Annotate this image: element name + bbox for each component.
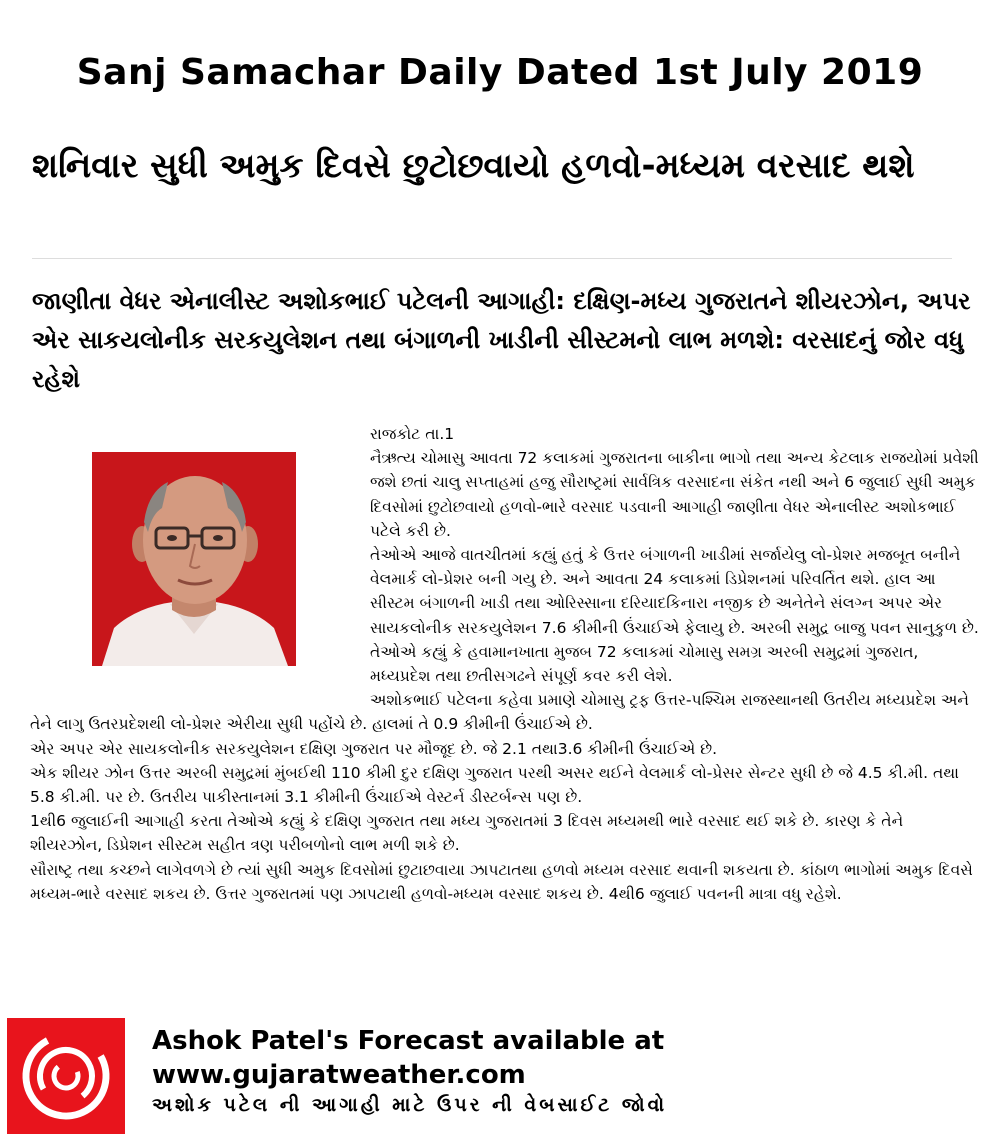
article-paragraph: 1થી6 જુલાઈની આગાહી કરતા તેઓએ કહ્યું કે દક્ષિણ ગુજરાત તથા મધ્ય ગુજરાતમાં 3 દિવસ મધ્યમથી ભારે વરસાદ થઈ શકે છે. કારણ કે તેને શીયરઝોન, ડિપ્રેશન સીસ્ટમ સહીત ત્રણ પરીબળોનો લાભ મળી શકે છે. <box>30 812 904 855</box>
article-paragraph: નૈઋત્ય ચોમાસુ આવતા 72 કલાકમાં ગુજરાતના બાકીના ભાગો તથા અન્ય કેટલાક રાજયોમાં પ્રવેશી જશે છતાં ચાલુ સપ્તાહમાં હજુ સૌરાષ્ટ્રમાં સાર્વત્રિક વરસાદના સંકેત નથી અને 6 જુલાઈ સુધી અમુક દિવસોમાં છુટોછવાયો હળવો-ભારે વરસાદ પડવાની આગાહી જાણીતા વેધર એનાલીસ્ટ અશોકભાઈ પટેલે કરી છે. <box>370 449 979 540</box>
headline: શનિવાર સુધી અમુક દિવસે છુટોછવાયો હળવો-મધ્યમ વરસાદ થશે <box>32 146 915 186</box>
article-paragraph: તેઓએ કહ્યું કે હવામાનખાતા મુજબ 72 કલાકમાં ચોમાસુ સમગ્ર અરબી સમુદ્રમાં ગુજરાત, મધ્યપ્રદેશ તથા છતીસગઢને સંપૂર્ણ કવર કરી લેશે. <box>370 642 919 686</box>
article-paragraph: સૌરાષ્ટ્ર તથા કચ્છને લાગેવળગે છે ત્યાં સુધી અમુક દિવસોમાં છુટાછવાયા ઝાપટાતથા હળવો મધ્યમ વરસાદ થવાની શકયતા છે. કાંઠાળ ભાગોમાં અમુક દિવસે મધ્યમ-ભારે વરસાદ શકય છે. ઉત્તર ગુજરાતમાં પણ ઝાપટાથી હળવો-મધ્યમ વરસાદ શકય છે. 4થી6 જુલાઈ પવનની માત્રા વધુ રહેશે. <box>30 860 973 903</box>
logo-graphic <box>7 1018 125 1134</box>
divider <box>32 258 952 259</box>
article-paragraph: અશોકભાઈ પટેલના કહેવા પ્રમાણે ચોમાસુ ટ્રફ ઉત્તર-પશ્ચિમ રાજસ્થાનથી ઉતરીય મધ્યપ્રદેશ અને તેને લાગુ ઉતરપ્રદેશથી લો-પ્રેશર એરીયા સુધી પહોંચે છે. હાલમાં તે 0.9 કીમીની ઉંચાઈએ છે. <box>30 691 969 734</box>
footer-forecast-text: Ashok Patel's Forecast available at <box>152 1026 665 1056</box>
dateline: રાજકોટ તા.1 <box>370 425 455 443</box>
subheadline: જાણીતા વેધર એનાલીસ્ટ અશોકભાઈ પટેલની આગાહી: દક્ષિણ-મધ્ય ગુજરાતને શીયરઝોન, અપર એર સાકયલોનીક સરકયુલેશન તથા બંગાળની ખાડીની સીસ્ટમનો લાભ મળશે: વરસાદનું જોર વધુ રહેશે <box>32 287 971 393</box>
article-paragraph: તેઓએ આજે વાતચીતમાં કહ્યું હતું કે ઉત્તર બંગાળની ખાડીમાં સર્જાયેલુ લો-પ્રેશર મજબૂત બનીને વેલમાર્ક લો-પ્રેશર બની ગયુ છે. અને આવતા 24 કલાકમાં ડિપ્રેશનમાં પરિવર્તિત થશે. હાલ આ સીસ્ટમ બંગાળની ખાડી તથા ઓરિસ્સાના દરિયાદકિનારા નજીક છે અનેતેને સંલગ્ન અપર એર સાયકલોનીક સરકયુલેશન 7.6 કીમીની ઉંચાઈએ ફેલાયુ છે. અરબી સમુદ્ર બાજુ પવન સાનુકુળ છે. <box>370 546 979 637</box>
masthead-title: Sanj Samachar Daily Dated 1st July 2019 <box>76 52 924 93</box>
spiral-logo-icon <box>7 1018 125 1134</box>
footer-website-link[interactable]: www.gujaratweather.com <box>152 1060 526 1090</box>
article-body <box>30 422 980 906</box>
footer-gujarati-note: અશોક પટેલ ની આગાહી માટે ઉપર ની વેબસાઈટ જોવો <box>152 1094 668 1116</box>
photo-spacer <box>30 422 370 704</box>
article-paragraph: એર અપર એર સાયકલોનીક સરકયુલેશન દક્ષિણ ગુજરાત પર મૌજૂદ છે. જે 2.1 તથા3.6 કીમીની ઉંચાઈએ છે. <box>30 739 718 758</box>
article-paragraph: એક શીયર ઝોન ઉત્તર અરબી સમુદ્રમાં મુંબઈથી 110 કીમી દુર દક્ષિણ ગુજરાત પરથી અસર થઈને વેલમાર્ક લો-પ્રેસર સેન્ટર સુધી છે જે 4.5 કી.મી. તથા 5.8 કી.મી. પર છે. ઉતરીય પાકીસ્તાનમાં 3.1 કીમીની ઉંચાઈએ વેસ્ટર્ન ડીસ્ટર્બન્સ પણ છે. <box>30 763 959 807</box>
